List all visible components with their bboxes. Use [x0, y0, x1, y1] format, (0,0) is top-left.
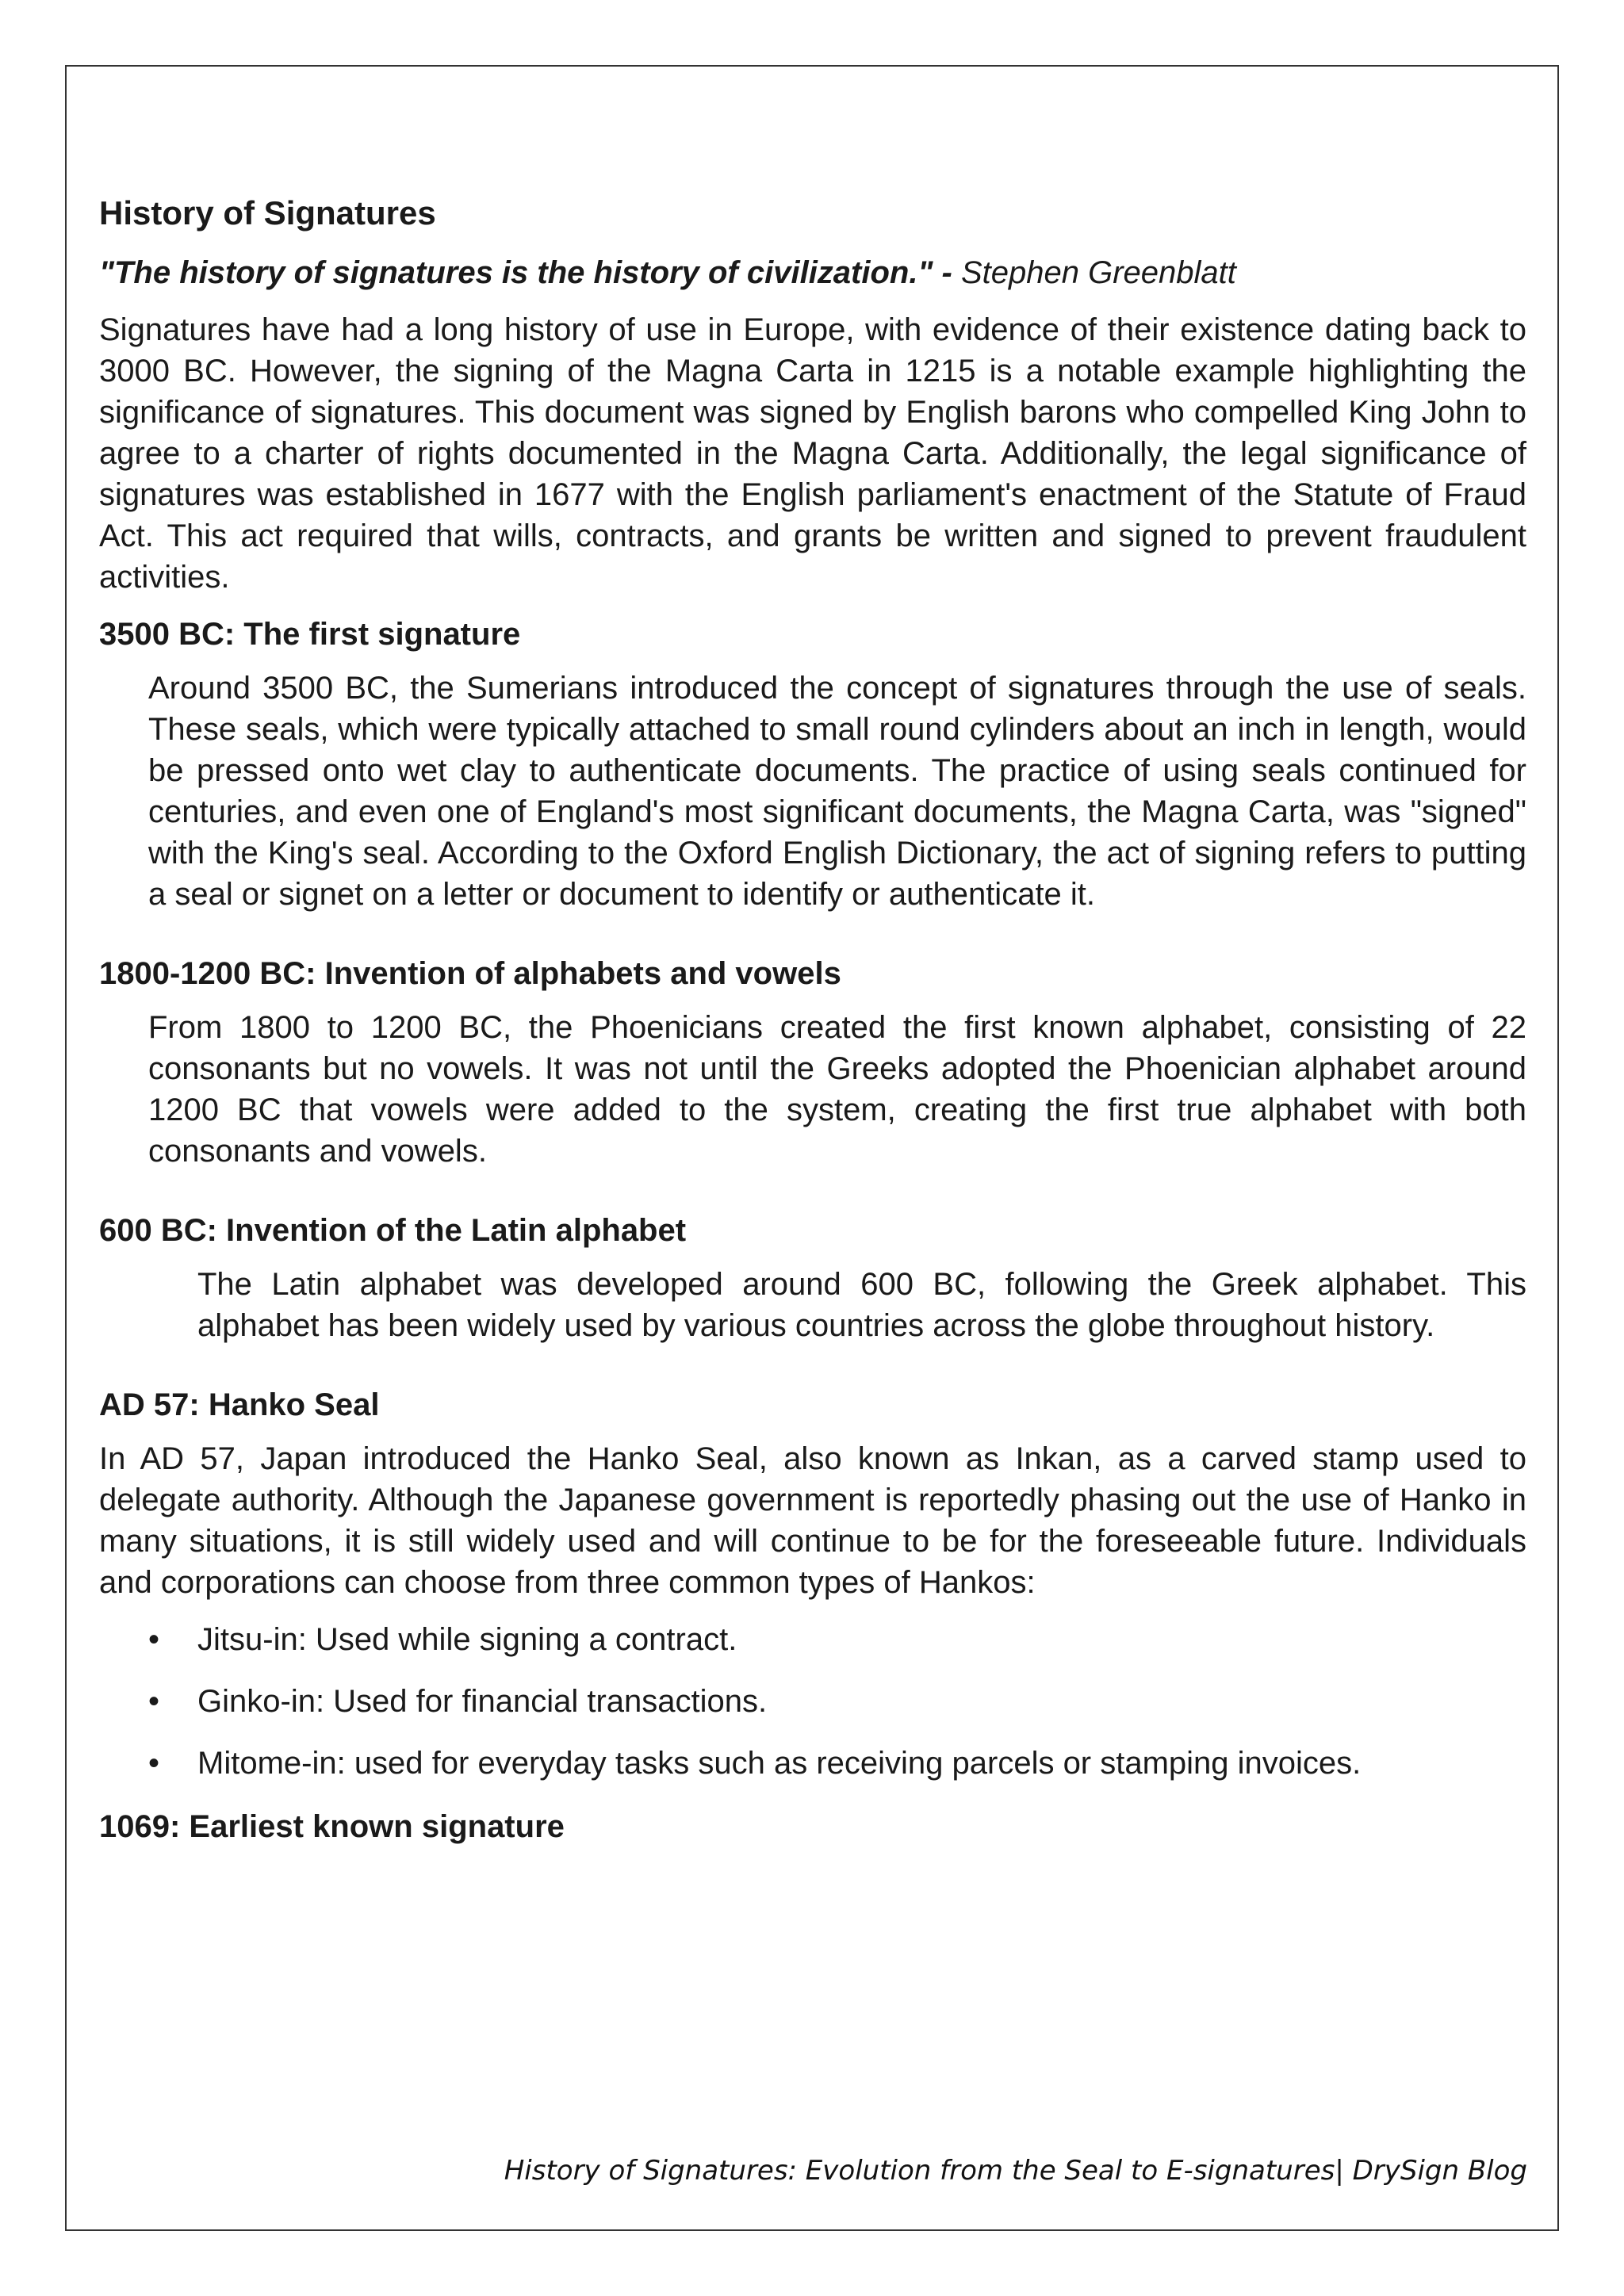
quote-text: "The history of signatures is the history of civilization." -: [99, 255, 952, 290]
section-body-600bc: The Latin alphabet was developed around 600 BC, following the Greek alphabet. This alphabet has been widely used by various countries across the globe throughout history.: [197, 1267, 1526, 1343]
section-body-3500bc: Around 3500 BC, the Sumerians introduced the concept of signatures through the use of seals. These seals, which were typically attached to small round cylinders about an inch in length, would be pressed onto wet clay to authenticate documents. The practice of using seals continued for centuries, and even one of England's most significant documents, the Magna Carta, was "signed" with the King's seal. According to the Oxford English Dictionary, the act of signing refers to putting a seal or signet on a letter or document to identify or authenticate it.: [148, 671, 1526, 912]
section-heading-1800bc: 1800-1200 BC: Invention of alphabets and vowels: [99, 956, 841, 991]
section-heading-3500bc: 3500 BC: The first signature: [99, 617, 521, 652]
intro-paragraph: Signatures have had a long history of use in Europe, with evidence of their existence dating back to 3000 BC. However, the signing of the Magna Carta in 1215 is a notable example highlighting the significance of signatures. This document was signed by English barons who compelled King John to agree to a charter of rights documented in the Magna Carta. Additionally, the legal significance of signatures was established in 1677 with the English parliament's enactment of the Statute of Fraud Act. This act required that wills, contracts, and grants be written and signed to prevent fraudulent activities.: [99, 312, 1526, 595]
bullet-icon: •: [148, 1746, 160, 1781]
section-body-ad57: In AD 57, Japan introduced the Hanko Seal, also known as Inkan, as a carved stamp used to delegate authority. Although the Japanese government is reportedly phasing out the use of Hanko in many situations, it is still widely used and will continue to be for the foreseeable future. Individuals and corporations can choose from three common types of Hankos:: [99, 1441, 1526, 1600]
bullet-icon: •: [148, 1684, 160, 1719]
page-footer: History of Signatures: Evolution from the Seal to E-signatures| DrySign Blog: [504, 2155, 1527, 2187]
page-title: History of Signatures: [99, 194, 436, 232]
list-item-text: Jitsu-in: Used while signing a contract.: [197, 1622, 737, 1657]
section-heading-1069: 1069: Earliest known signature: [99, 1809, 565, 1844]
bullet-icon: •: [148, 1622, 160, 1657]
hanko-types-list: [99, 1619, 1526, 1784]
section-body-1800bc: From 1800 to 1200 BC, the Phoenicians created the first known alphabet, consisting of 22 consonants but no vowels. It was not until the Greeks adopted the Phoenician alphabet around 1200 BC that vowels were added to the system, creating the first true alphabet with both consonants and vowels.: [148, 1010, 1526, 1169]
list-item-text: Mitome-in: used for everyday tasks such as receiving parcels or stamping invoices.: [197, 1746, 1362, 1781]
list-item: [99, 1743, 1526, 1784]
list-item: [99, 1681, 1526, 1722]
section-heading-ad57: AD 57: Hanko Seal: [99, 1387, 380, 1422]
list-item-text: Ginko-in: Used for financial transactions.: [197, 1684, 768, 1719]
section-heading-600bc: 600 BC: Invention of the Latin alphabet: [99, 1213, 687, 1248]
document-body: [99, 190, 1526, 1860]
quote-author: Stephen Greenblatt: [960, 255, 1236, 290]
epigraph: [99, 251, 1526, 295]
list-item: [99, 1619, 1526, 1660]
